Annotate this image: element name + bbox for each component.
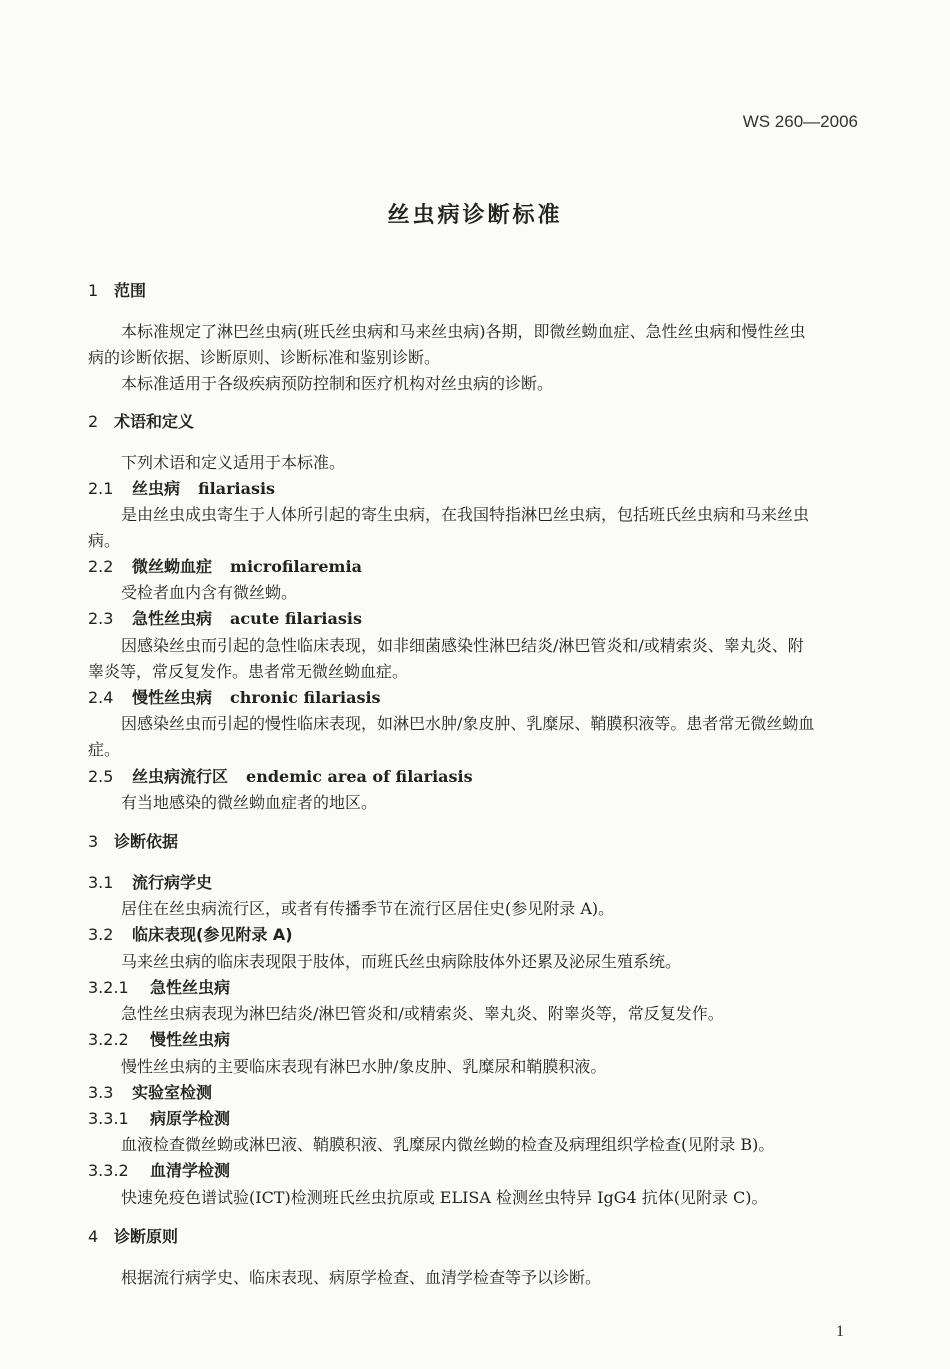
paragraph-line: 有当地感染的微丝蚴血症者的地区。 bbox=[121, 793, 378, 812]
section-number: 4 bbox=[88, 1227, 99, 1246]
paragraph-line: 因感染丝虫而引起的慢性临床表现，如淋巴水肿/象皮肿、乳糜尿、鞘膜积液等。患者常无微丝蚴血 bbox=[121, 714, 815, 733]
term-heading bbox=[88, 688, 950, 708]
paragraph-line: 睾炎等，常反复发作。患者常无微丝蚴血症。 bbox=[88, 662, 409, 681]
subsection-heading bbox=[88, 925, 950, 945]
subsection-title: 慢性丝虫病 bbox=[150, 1030, 231, 1049]
term-heading bbox=[88, 609, 950, 629]
subsection-number: 3.2 bbox=[88, 925, 114, 944]
subsection-heading bbox=[88, 873, 950, 893]
term-en: chronic filariasis bbox=[230, 688, 381, 707]
term-en: acute filariasis bbox=[230, 609, 362, 628]
document-title: 丝虫病诊断标准 bbox=[387, 203, 563, 228]
paragraph-line: 症。 bbox=[88, 740, 121, 759]
subsection-heading bbox=[88, 1109, 950, 1129]
subsection-number: 3.1 bbox=[88, 873, 114, 892]
term-number: 2.3 bbox=[88, 609, 114, 628]
paragraph-line: 因感染丝虫而引起的急性临床表现，如非细菌感染性淋巴结炎/淋巴管炎和/或精索炎、睾丸炎、附 bbox=[121, 636, 804, 655]
subsection-number: 3.2.2 bbox=[88, 1030, 129, 1049]
subsection-heading bbox=[88, 978, 950, 998]
paragraph-line: 是由丝虫成虫寄生于人体所引起的寄生虫病，在我国特指淋巴丝虫病，包括班氏丝虫病和马来丝虫 bbox=[121, 505, 810, 524]
page-number: 1 bbox=[836, 1323, 844, 1340]
term-number: 2.2 bbox=[88, 557, 114, 576]
term-cn: 丝虫病流行区 bbox=[132, 767, 229, 786]
section-title: 诊断依据 bbox=[114, 832, 179, 851]
term-number: 2.1 bbox=[88, 479, 114, 498]
subsection-number: 3.2.1 bbox=[88, 978, 129, 997]
paragraph-line: 马来丝虫病的临床表现限于肢体，而班氏丝虫病除肢体外还累及泌尿生殖系统。 bbox=[121, 952, 682, 971]
subsection-title: 实验室检测 bbox=[132, 1083, 213, 1102]
term-cn: 慢性丝虫病 bbox=[132, 688, 213, 707]
section-title: 诊断原则 bbox=[114, 1227, 179, 1246]
section-3-heading bbox=[88, 832, 950, 852]
section-title: 范围 bbox=[114, 281, 147, 300]
section-number: 1 bbox=[88, 281, 99, 300]
subsection-title: 病原学检测 bbox=[150, 1109, 231, 1128]
subsection-number: 3.3.2 bbox=[88, 1161, 129, 1180]
paragraph-line: 根据流行病学史、临床表现、病原学检查、血清学检查等予以诊断。 bbox=[121, 1268, 602, 1287]
term-heading bbox=[88, 479, 950, 499]
paragraph-line: 下列术语和定义适用于本标准。 bbox=[121, 453, 346, 472]
section-1-heading bbox=[88, 281, 950, 301]
term-number: 2.5 bbox=[88, 767, 114, 786]
term-en: microfilaremia bbox=[230, 557, 362, 576]
subsection-title: 临床表现(参见附录 A) bbox=[132, 925, 293, 944]
subsection-title: 血清学检测 bbox=[150, 1161, 231, 1180]
term-cn: 丝虫病 bbox=[132, 479, 181, 498]
paragraph-line: 病的诊断依据、诊断原则、诊断标准和鉴别诊断。 bbox=[88, 348, 441, 367]
term-en: endemic area of filariasis bbox=[246, 767, 473, 786]
paragraph-line: 受检者血内含有微丝蚴。 bbox=[121, 583, 298, 602]
term-heading bbox=[88, 557, 950, 577]
subsection-title: 流行病学史 bbox=[132, 873, 213, 892]
section-number: 2 bbox=[88, 412, 99, 431]
subsection-title: 急性丝虫病 bbox=[150, 978, 231, 997]
subsection-number: 3.3.1 bbox=[88, 1109, 129, 1128]
subsection-heading bbox=[88, 1161, 950, 1181]
term-en: filariasis bbox=[198, 479, 276, 498]
section-4-heading bbox=[88, 1227, 950, 1247]
subsection-heading bbox=[88, 1083, 950, 1103]
paragraph-line: 病。 bbox=[88, 531, 121, 550]
term-cn: 微丝蚴血症 bbox=[132, 557, 213, 576]
paragraph-line: 急性丝虫病表现为淋巴结炎/淋巴管炎和/或精索炎、睾丸炎、附睾炎等，常反复发作。 bbox=[121, 1004, 724, 1023]
paragraph-line: 居住在丝虫病流行区，或者有传播季节在流行区居住史(参见附录 A)。 bbox=[121, 899, 615, 918]
paragraph-line: 快速免疫色谱试验(ICT)检测班氏丝虫抗原或 ELISA 检测丝虫特异 IgG4 抗体(见附录 C)。 bbox=[121, 1188, 768, 1207]
section-2-heading bbox=[88, 412, 950, 432]
paragraph-line: 血液检查微丝蚴或淋巴液、鞘膜积液、乳糜尿内微丝蚴的检查及病理组织学检查(见附录 B)。 bbox=[121, 1135, 775, 1154]
subsection-heading bbox=[88, 1030, 950, 1050]
term-number: 2.4 bbox=[88, 688, 114, 707]
term-heading bbox=[88, 767, 950, 787]
section-number: 3 bbox=[88, 832, 99, 851]
paragraph-line: 本标准规定了淋巴丝虫病(班氏丝虫病和马来丝虫病)各期，即微丝蚴血症、急性丝虫病和慢性丝虫 bbox=[121, 322, 806, 341]
paragraph-line: 本标准适用于各级疾病预防控制和医疗机构对丝虫病的诊断。 bbox=[121, 374, 554, 393]
term-cn: 急性丝虫病 bbox=[132, 609, 213, 628]
paragraph-line: 慢性丝虫病的主要临床表现有淋巴水肿/象皮肿、乳糜尿和鞘膜积液。 bbox=[121, 1057, 607, 1076]
standard-code: WS 260—2006 bbox=[742, 112, 858, 131]
subsection-number: 3.3 bbox=[88, 1083, 114, 1102]
section-title: 术语和定义 bbox=[114, 412, 195, 431]
